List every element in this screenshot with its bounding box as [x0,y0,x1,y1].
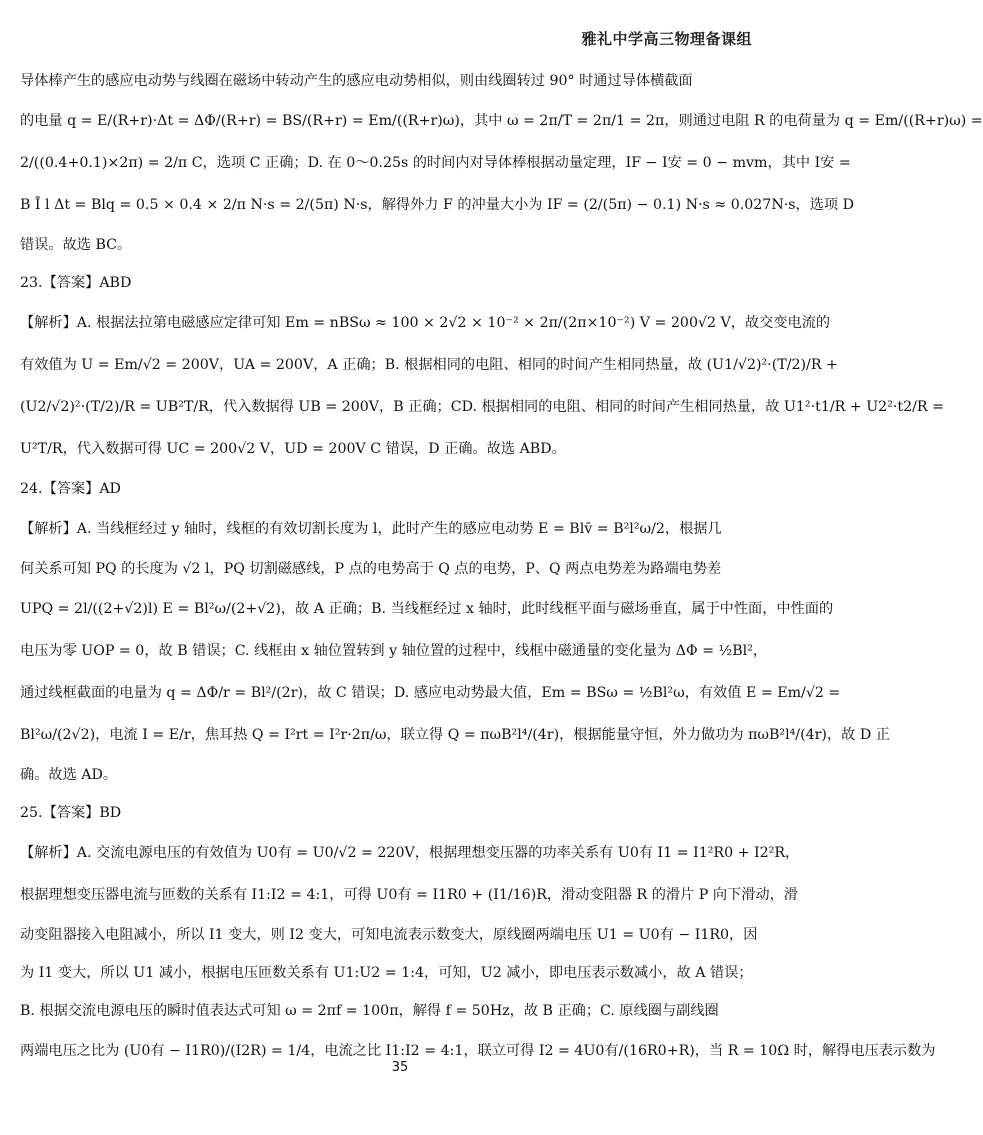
text-line: 2/((0.4+0.1)×2π) = 2/π C，选项 C 正确；D. 在 0～0.25s 的时间内对导体棒根据动量定理，IF − I安 = 0 − mvm，其中 I安 = [20,155,851,171]
page-number: 35 [391,1060,409,1075]
text-line: 两端电压之比为 (U0有 − I1R0)/(I2R) = 1/4，电流之比 I1:I2 = 4:1，联立可得 I2 = 4U0有/(16R0+R)，当 R = 10Ω 时，解得电压表示数为 [20,1043,936,1059]
text-line: B Ī l Δt = Blq = 0.5 × 0.4 × 2/π N·s = 2/(5π) N·s，解得外力 F 的冲量大小为 IF = (2/(5π) − 0.1) N·s ≈ 0.027N·s，选项 D [20,197,854,213]
text-line: 【解析】A. 交流电源电压的有效值为 U0有 = U0/√2 = 220V，根据理想变压器的功率关系有 U0有 I1 = I1²R0 + I2²R， [20,845,800,861]
text-line: 何关系可知 PQ 的长度为 √2 l，PQ 切割磁感线，P 点的电势高于 Q 点的电势，P、Q 两点电势差为路端电势差 [20,561,722,577]
text-line: 导体棒产生的感应电动势与线圈在磁场中转动产生的感应电动势相似，则由线圈转过 90° 时通过导体横截面 [20,73,693,89]
answer-heading-25: 25.【答案】BD [20,805,122,821]
text-line: 为 I1 变大，所以 U1 减小，根据电压匝数关系有 U1:U2 = 1:4，可知，U2 减小，即电压表示数减小，故 A 错误； [20,965,753,981]
text-line: 确。故选 AD。 [20,767,118,783]
answer-heading-24: 24.【答案】AD [20,481,121,497]
text-line: 【解析】A. 当线框经过 y 轴时，线框的有效切割长度为 l，此时产生的感应电动势 E = Blv̄ = B²l²ω/2，根据几 [20,521,722,537]
text-line: 有效值为 U = Em/√2 = 200V，UA = 200V，A 正确；B. 根据相同的电阻、相同的时间产生相同热量，故 (U1/√2)²·(T/2)/R + [20,357,838,373]
text-line: 【解析】A. 根据法拉第电磁感应定律可知 Em = nBSω ≈ 100 × 2√2 × 10⁻² × 2π/(2π×10⁻²) V = 200√2 V，故交变电流的 [20,315,831,331]
text-line: (U2/√2)²·(T/2)/R = UB²T/R，代入数据得 UB = 200V，B 正确；CD. 根据相同的电阻、相同的时间产生相同热量，故 U1²·t1/R + U2²·t2/R = [20,399,944,415]
text-line: Bl²ω/(2√2)，电流 I = E/r，焦耳热 Q = I²rt = I²r·2π/ω，联立得 Q = πωB²l⁴/(4r)，根据能量守恒，外力做功为 πωB²l⁴/(4r)，故 D 正 [20,727,890,743]
text-line: 根据理想变压器电流与匝数的关系有 I1:I2 = 4:1，可得 U0有 = I1R0 + (I1/16)R，滑动变阻器 R 的滑片 P 向下滑动，滑 [20,887,798,903]
text-line: U²T/R，代入数据可得 UC = 200√2 V，UD = 200V C 错误，D 正确。故选 ABD。 [20,441,566,457]
text-line: 通过线框截面的电量为 q = ΔΦ/r = Bl²/(2r)，故 C 错误；D. 感应电动势最大值，Em = BSω = ½Bl²ω，有效值 E = Em/√2 = [20,685,841,701]
page-body [20,62,983,1072]
text-line: 的电量 q = E/(R+r)·Δt = ΔΦ/(R+r) = BS/(R+r) = Em/((R+r)ω)，其中 ω = 2π/T = 2π/1 = 2π，则通过电阻 R 的电荷量为 q = Em/((R+r)ω) = [20,113,983,129]
page-header: 雅礼中学高三物理备课组 [581,30,752,48]
text-line: 错误。故选 BC。 [20,237,132,253]
text-line: UPQ = 2l/((2+√2)l) E = Bl²ω/(2+√2)，故 A 正确；B. 当线框经过 x 轴时，此时线框平面与磁场垂直，属于中性面，中性面的 [20,601,834,617]
text-line: B. 根据交流电源电压的瞬时值表达式可知 ω = 2πf = 100π，解得 f = 50Hz，故 B 正确；C. 原线圈与副线圈 [20,1003,719,1019]
text-line: 动变阻器接入电阻减小，所以 I1 变大，则 I2 变大，可知电流表示数变大，原线圈两端电压 U1 = U0有 − I1R0，因 [20,927,758,943]
answer-heading-23: 23.【答案】ABD [20,275,132,291]
text-line: 电压为零 UOP = 0，故 B 错误；C. 线框由 x 轴位置转到 y 轴位置的过程中，线框中磁通量的变化量为 ΔΦ = ½Bl²， [20,643,768,659]
